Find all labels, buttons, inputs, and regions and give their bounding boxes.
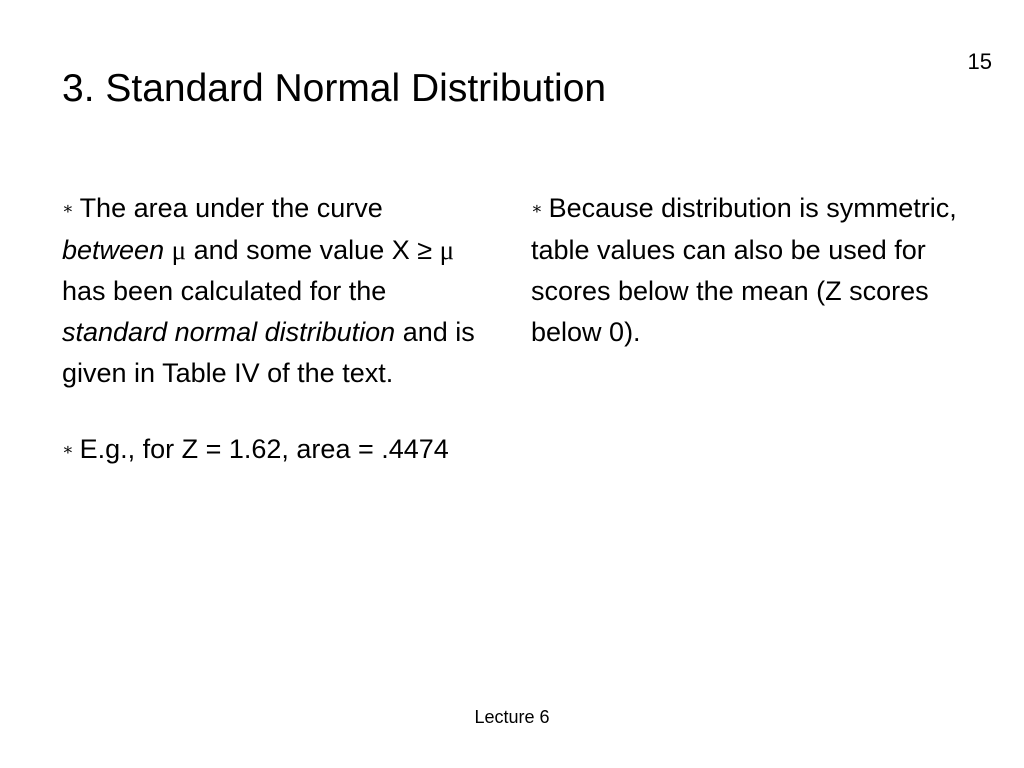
mu-symbol: μ (171, 235, 187, 265)
mu-symbol: μ (439, 235, 455, 265)
bullet-text: E.g., for Z = 1.62, area = .4474 (79, 434, 449, 464)
asterisk-bullet-icon: ∗ (531, 199, 543, 219)
bullet-text: The area under the curve (79, 193, 383, 223)
right-column (531, 188, 971, 388)
left-column (62, 188, 492, 506)
emphasis-standard-normal-distribution: standard normal distribution (62, 317, 396, 347)
slide-number: 15 (967, 49, 992, 74)
asterisk-bullet-icon: ∗ (62, 199, 74, 219)
slide-title: 3. Standard Normal Distribution (62, 67, 607, 110)
emphasis-between: between (62, 235, 165, 265)
bullet-area-under-curve (62, 188, 492, 394)
bullet-example (62, 429, 492, 471)
bullet-text: has been calculated for the (62, 276, 387, 306)
bullet-text: Because distribution is symmetric, table values can also be used for scores below the mean (Z scores below 0). (531, 193, 957, 347)
bullet-text: and some value X ≥ (186, 235, 440, 265)
slide-footer: Lecture 6 (474, 707, 550, 727)
bullet-text: and is given in Table IV of the text. (62, 317, 475, 388)
bullet-symmetry (531, 188, 971, 353)
asterisk-bullet-icon: ∗ (62, 440, 74, 460)
